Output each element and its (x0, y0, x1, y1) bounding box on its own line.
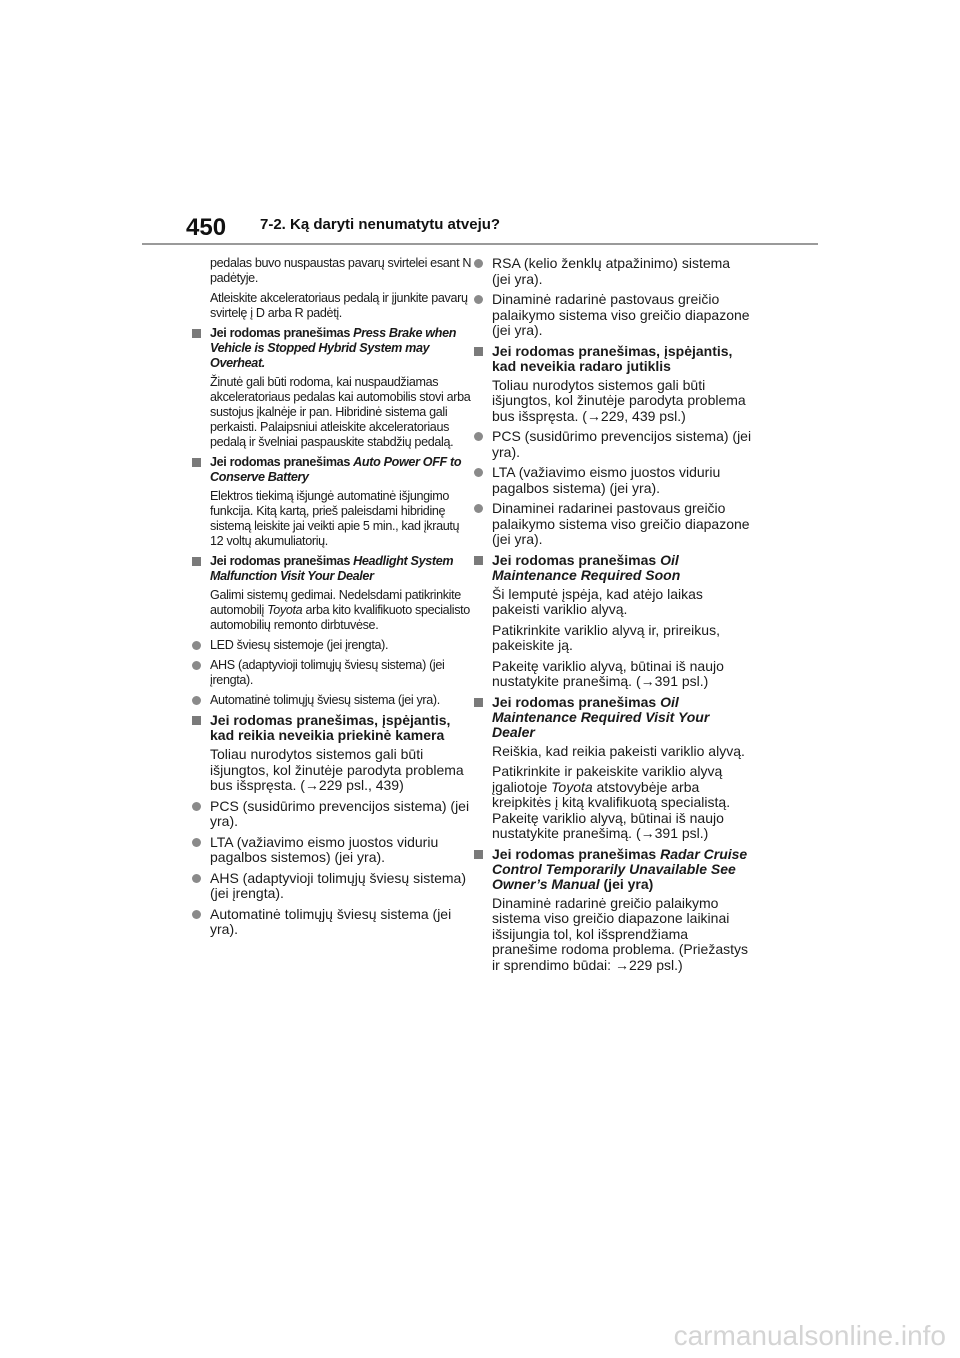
round-bullet-icon (474, 295, 483, 304)
watermark: carmanualsonline.info (673, 1320, 946, 1351)
round-bullet-icon (192, 661, 201, 670)
square-bullet-icon (474, 850, 483, 859)
paragraph: Žinutė gali būti rodoma, kai nuspaudžiamas akceleratoriaus pedalas kai automobilis stovi arba sustojus įkalnėje ir pan. Hibridinė sistema gali perkaisti. Palaipsniui atleiskite akceleratoriaus pedalą ir švelniai paspauskite stabdžių pedalą. (210, 375, 471, 449)
message-text: Oil Maintenance Required Soon (492, 551, 681, 583)
paragraph: Ši lemputė įspėja, kad atėjo laikas pakeisti variklio alyvą. (492, 585, 703, 617)
bullet-item (192, 799, 472, 830)
section-heading (192, 326, 472, 371)
message-text: Headlight System Malfunction Visit Your Dealer (210, 554, 454, 583)
square-bullet-icon (192, 716, 201, 725)
bullet-text: LED šviesų sistemoje (jei įrengta). (210, 638, 389, 652)
round-bullet-icon (192, 874, 201, 883)
bullet-item (474, 292, 752, 339)
paragraph (492, 764, 752, 842)
square-bullet-icon (474, 347, 483, 356)
bullet-text: Dinaminė radarinė pastovaus greičio palaikymo sistema viso greičio diapazone (jei yra). (492, 291, 750, 338)
square-bullet-icon (192, 557, 201, 566)
square-bullet-icon (192, 329, 201, 338)
text-run: arba kito kvalifikuoto specialisto automobilių remonto dirbtuvėse. (210, 603, 470, 632)
message-text: Auto Power OFF to Conserve Battery (210, 455, 462, 484)
section-heading (192, 455, 472, 485)
paragraph: pedalas buvo nuspaustas pavarų svirtelei esant N padėtyje. (210, 256, 472, 285)
paragraph: Patikrinkite variklio alyvą ir, prireikus, pakeiskite ją. (492, 621, 720, 653)
bullet-text: Automatinė tolimųjų šviesų sistema (jei yra). (210, 693, 440, 707)
bullet-item (474, 465, 752, 496)
section-heading (474, 344, 752, 374)
paragraph (210, 588, 472, 633)
bullet-text: Dinaminei radarinei pastovaus greičio palaikymo sistema viso greičio diapazone (jei yra). (492, 500, 750, 547)
section-heading (474, 847, 752, 892)
text-run: atstovybėje arba kreipkitės į kitą kvalifikuotą specialistą. Pakeitę variklio alyvą, būtinai iš naujo nustatykite pranešimą. (→391 psl.) (492, 778, 731, 841)
section-heading (192, 713, 472, 743)
heading-text: Jei rodomas pranešimas, įspėjantis, kad neveikia radaro jutiklis (492, 342, 733, 374)
bullet-text: PCS (susidūrimo prevencijos sistema) (jei yra). (210, 797, 470, 829)
round-bullet-icon (192, 641, 201, 650)
heading-prefix: Jei rodomas pranešimas (210, 455, 354, 469)
heading-prefix: Jei rodomas pranešimas (210, 326, 354, 340)
bullet-item (192, 638, 472, 653)
bullet-text: PCS (susidūrimo prevencijos sistema) (jei yra). (492, 428, 752, 460)
right-column (492, 256, 752, 978)
square-bullet-icon (474, 556, 483, 565)
page-number: 450 (186, 214, 227, 241)
square-bullet-icon (192, 458, 201, 467)
normal-block (210, 713, 472, 938)
paragraph: Dinaminė radarinė greičio palaikymo sistema viso greičio diapazone laikinai išsijungia tol, kol išsprendžiama pranešime rodoma problema. (Priežastys ir sprendimo būdai: →229 psl.) (492, 894, 748, 973)
message-text: Oil Maintenance Required Visit Your Dealer (492, 693, 710, 740)
round-bullet-icon (192, 696, 201, 705)
square-bullet-icon (474, 698, 483, 707)
section-title: 7-2. Ką daryti nenumatytu atveju? (260, 216, 501, 233)
bullet-item (192, 835, 472, 866)
paragraph: Elektros tiekimą išjungė automatinė išjungimo funkcija. Kitą kartą, prieš paleisdami hibridinę sistemą leiskite jai veikti apie 5 min., kad įkrautų 12 voltų akumuliatorių. (210, 489, 460, 548)
bullet-item (192, 658, 472, 688)
bullet-item (474, 501, 752, 548)
round-bullet-icon (474, 259, 483, 268)
bullet-item (192, 693, 472, 708)
bullet-item (474, 429, 752, 460)
bullet-text: LTA (važiavimo eismo juostos viduriu pagalbos sistema) (jei yra). (492, 464, 721, 496)
round-bullet-icon (474, 504, 483, 513)
message-text: Press Brake when Vehicle is Stopped Hybrid System may Overheat. (210, 326, 457, 370)
heading-prefix: Jei rodomas pranešimas (492, 693, 661, 710)
condensed-block (210, 256, 472, 708)
section-heading (474, 695, 752, 740)
section-heading (474, 553, 752, 583)
paragraph: Toliau nurodytos sistemos gali būti išjungtos, kol žinutėje parodyta problema bus išspręsta. (→229, 439 psl.) (492, 376, 746, 424)
round-bullet-icon (474, 432, 483, 441)
round-bullet-icon (192, 802, 201, 811)
paragraph: Pakeitę variklio alyvą, būtinai iš naujo nustatykite pranešimą. (→391 psl.) (492, 657, 724, 689)
left-column (210, 256, 472, 943)
brand-name: Toyota (267, 603, 303, 617)
bullet-item (474, 256, 752, 287)
paragraph: Atleiskite akceleratoriaus pedalą ir įjunkite pavarų svirtelę į D arba R padėtį. (210, 291, 468, 320)
heading-prefix: Jei rodomas pranešimas (492, 551, 661, 568)
heading-prefix: Jei rodomas pranešimas (492, 845, 661, 862)
message-text: Radar Cruise Control Temporarily Unavailable See Owner’s Manual (492, 845, 748, 892)
header-divider (142, 243, 818, 245)
bullet-text: AHS (adaptyvioji tolimųjų šviesų sistema) (jei įrengta). (210, 869, 466, 901)
paragraph: Reiškia, kad reikia pakeisti variklio alyvą. (492, 742, 745, 759)
bullet-text: Automatinė tolimųjų šviesų sistema (jei yra). (210, 905, 452, 937)
heading-text: Jei rodomas pranešimas, įspėjantis, kad reikia neveikia priekinė kamera (210, 712, 451, 743)
bullet-text: LTA (važiavimo eismo juostos viduriu pagalbos sistemos) (jei yra). (210, 833, 439, 865)
text-run: Galimi sistemų gedimai. Nedelsdami patikrinkite automobilį (210, 588, 461, 617)
paragraph: Toliau nurodytos sistemos gali būti išjungtos, kol žinutėje parodyta problema bus išspręsta. (→229 psl., 439) (210, 746, 464, 793)
heading-suffix: (jei yra) (599, 875, 654, 892)
brand-name: Toyota (551, 778, 593, 795)
bullet-text: AHS (adaptyvioji tolimųjų šviesų sistema) (jei įrengta). (210, 658, 445, 687)
bullet-item (192, 871, 472, 902)
round-bullet-icon (192, 838, 201, 847)
round-bullet-icon (474, 468, 483, 477)
section-heading (192, 554, 472, 584)
text-run: Patikrinkite ir pakeiskite variklio alyvą įgaliotoje (492, 763, 723, 795)
round-bullet-icon (192, 910, 201, 919)
bullet-text: RSA (kelio ženklų atpažinimo) sistema (jei yra). (492, 255, 731, 287)
heading-prefix: Jei rodomas pranešimas (210, 554, 354, 568)
bullet-item (192, 907, 472, 938)
